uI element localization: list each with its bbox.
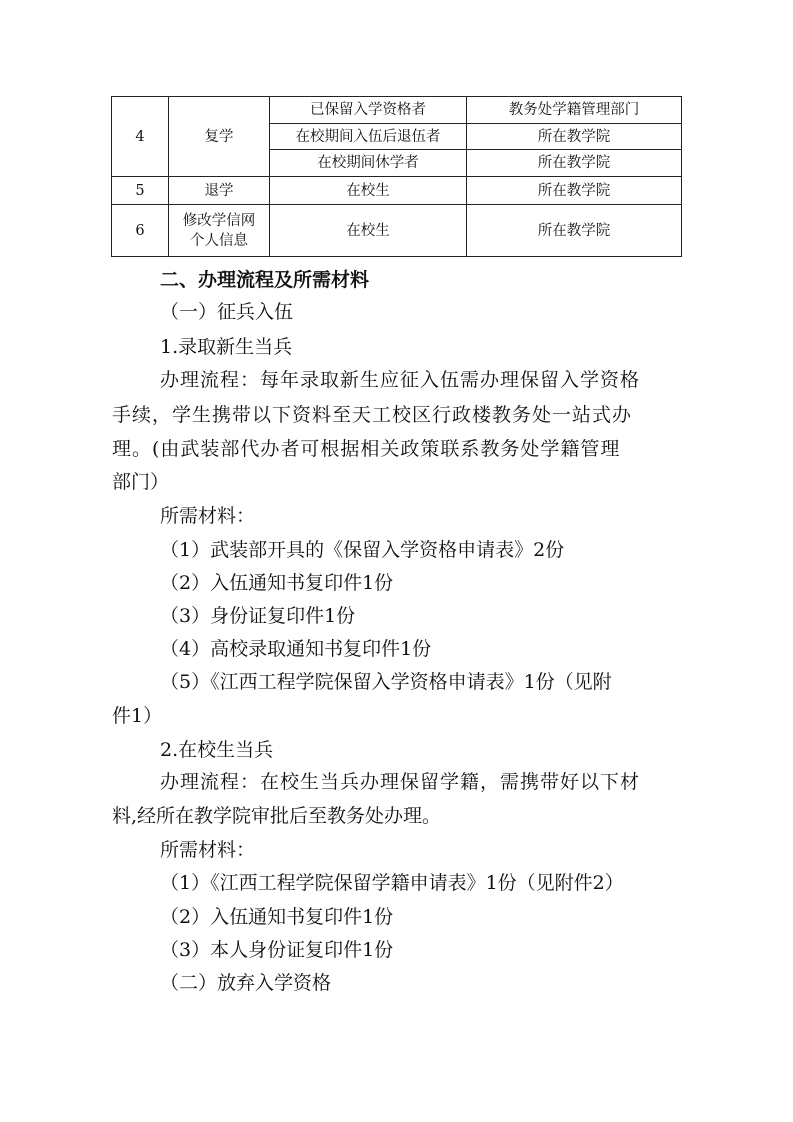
- material-item: （1）《江西工程学院保留学籍申请表》1份（见附件2）: [160, 872, 624, 894]
- material-item: 件1）: [112, 705, 163, 727]
- row-item: 退学: [169, 177, 270, 205]
- material-item: （4）高校录取通知书复印件1份: [160, 638, 432, 660]
- paragraph-line: 理。(由武装部代办者可根据相关政策联系教务处学籍管理: [112, 438, 621, 460]
- paragraph-line: 办理流程：每年录取新生应征入伍需办理保留入学资格: [160, 369, 641, 391]
- row-department: 所在教学院: [467, 150, 682, 177]
- material-item: （3）身份证复印件1份: [160, 605, 356, 627]
- paragraph-line: 部门）: [112, 471, 170, 493]
- materials-label: 所需材料：: [160, 839, 256, 861]
- subsection-heading: （一）征兵入伍: [160, 301, 294, 323]
- material-item: （1）武装部开具的《保留入学资格申请表》2份: [160, 539, 565, 561]
- material-item: （2）入伍通知书复印件1份: [160, 906, 394, 928]
- row-department: 所在教学院: [467, 205, 682, 257]
- row-object: 已保留入学资格者: [270, 97, 467, 124]
- row-number: 4: [112, 97, 169, 177]
- row-item: 复学: [169, 97, 270, 177]
- paragraph-line: 办理流程：在校生当兵办理保留学籍，需携带好以下材: [160, 771, 641, 793]
- section-heading: 二、办理流程及所需材料: [160, 269, 370, 291]
- item-heading: 1.录取新生当兵: [160, 336, 293, 358]
- subsection-heading: （二）放弃入学资格: [160, 972, 332, 994]
- item-heading: 2.在校生当兵: [160, 739, 274, 761]
- row-number: 5: [112, 177, 169, 205]
- material-item: （5）《江西工程学院保留入学资格申请表》1份（见附: [160, 671, 612, 693]
- row-number: 6: [112, 205, 169, 257]
- material-item: （2）入伍通知书复印件1份: [160, 572, 394, 594]
- paragraph-line: 料,经所在教学院审批后至教务处办理。: [112, 805, 442, 827]
- row-object: 在校期间入伍后退伍者: [270, 124, 467, 150]
- paragraph-line: 手续，学生携带以下资料至天工校区行政楼教务处一站式办: [112, 404, 633, 426]
- row-item-line: 修改学信网: [182, 212, 256, 229]
- row-object: 在校期间休学者: [270, 150, 467, 177]
- row-object: 在校生: [270, 205, 467, 257]
- row-department: 所在教学院: [467, 177, 682, 205]
- row-department: 教务处学籍管理部门: [467, 97, 682, 124]
- materials-label: 所需材料：: [160, 505, 256, 527]
- row-department: 所在教学院: [467, 124, 682, 150]
- row-object: 在校生: [270, 177, 467, 205]
- row-item-line: 个人信息: [190, 232, 248, 249]
- material-item: （3）本人身份证复印件1份: [160, 939, 394, 961]
